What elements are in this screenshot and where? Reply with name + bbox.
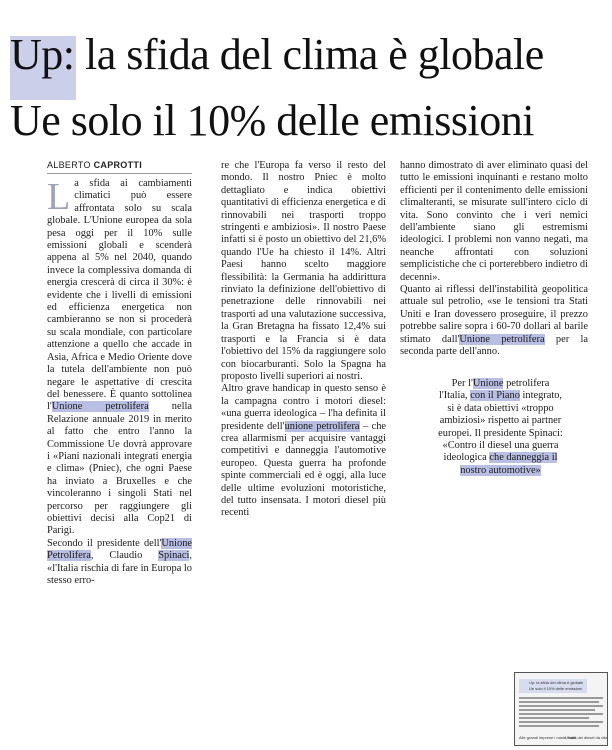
column-2-paragraph-1: re che l'Europa fa verso il resto del mondo. Il nostro Pniec è molto dettagliato e indica obiettivi quantitativi di efficienza energetica e di rinnovabili nei trasporti troppo stringenti e ambiziosi». Il nostro Paese infatti si è posto un obiettivo del 21,6% quando l'Ue ha chiesto il 14%. Altri Paesi hanno scelto maggiore flessibilità: la Germania ha addirittura rinviato la definizione dell'obiettivo di penetrazione delle rinnovabili nei trasporti ad una valutazione successiva, la Gran Bretagna ha fissato 12,4% sui trasporti e la Francia si è data l'obiettivo del 15% da raggiungere solo con biocarburanti. Solo la Spagna ha proposto livelli superiori ai nostri. bbox=[221, 160, 386, 382]
article-column-3 bbox=[400, 160, 588, 359]
headline-line-1 bbox=[10, 30, 544, 80]
byline bbox=[47, 160, 142, 170]
headline-line-2: Ue solo il 10% delle emissioni bbox=[10, 96, 534, 145]
column-1-paragraph-2 bbox=[47, 538, 192, 588]
text-run: , «l'Italia rischia di fare in Europa lo stesso erro- bbox=[47, 550, 192, 586]
dropcap: L bbox=[47, 176, 71, 218]
highlight-automotive: che danneggia il nostro automotive» bbox=[460, 452, 558, 476]
headline-prefix: Up: bbox=[10, 30, 75, 79]
highlight-con-il-piano: con il Piano bbox=[470, 390, 520, 402]
highlight-spinaci: Spinaci bbox=[158, 550, 190, 562]
column-1-paragraph-1 bbox=[47, 178, 192, 538]
highlight-unione-petrolifera: Unione petrolifera bbox=[459, 333, 545, 345]
thumbnail-text-line bbox=[519, 697, 603, 699]
article-column-2 bbox=[221, 160, 386, 520]
column-3-paragraph-1: hanno dimostrato di aver eliminato quasi del tutto le emissioni inquinanti e restano molto efficienti per il contenimento delle emissioni climalteranti, se misurate sull'intero ciclo di vita. Sono convinto che i veri nemici dell'ambiente siano gli estremismi ideologici. I problemi non vanno negati, ma neanche affrontati con soluzioni semplicistiche che ci porterebbero indietro di decenni». bbox=[400, 160, 588, 283]
text-run: , Claudio bbox=[90, 550, 159, 562]
text-run: Per l' bbox=[451, 378, 473, 389]
text-run: a sfida ai cambiamenti climatici può essere affrontata solo su scala globale. L'Unione europea da sola pesa oggi per il 10% sulle emissioni globali e scenderà appena al 5% nel 2040, quando invece la complessiva domanda di energia crescerà di circa il 30%: è evidente che i livelli di emissioni ed efficienza energetica non cambieranno se non si procederà su scala mondiale, con particolare attenzione a quello che accade in Asia, Africa e Medio Oriente dove la tutela dell'ambiente non può negare le aspettative di crescita del benessere. È quanto sottolinea l' bbox=[47, 178, 192, 413]
text-run: Secondo il presidente dell' bbox=[47, 537, 162, 549]
text-run: Quanto ai riflessi dell'instabilità geopolitica attuale sul petrolio, «se le tensioni tra Stati Uniti e Iran dovessero proseguire, il prezzo potrebbe salire sopra i 60-70 dollari al barile stimato dall' bbox=[400, 284, 588, 345]
highlight-unione: Unione bbox=[472, 378, 504, 389]
thumbnail-text-line bbox=[519, 725, 599, 727]
byline-last-name: CAPROTTI bbox=[93, 160, 143, 170]
highlight-unione-petrolifera: unione petrolifera bbox=[284, 420, 360, 432]
byline-first-name: ALBERTO bbox=[47, 160, 91, 170]
thumbnail-text-line bbox=[519, 701, 599, 703]
text-run: nella Relazione annuale 2019 in merito al fatto che entro l'anno la Commissione Ue dovrà approvare i «Piani nazionali integrati energia e clima» (Pniec), che ogni Paese ha inviato a Bruxelles e che vincoleranno i singoli Stati nel percorso per raggiungere gli obiettivi decisi alla Cop21 di Parigi. bbox=[47, 401, 192, 537]
text-run: – che crea allarmismi per acquisire vantaggi competitivi e danneggia l'automotive europeo. Questa guerra ha profonde spinte commerciali ed è oggi, alla luce delle ultime evoluzioni motoristiche, del tutto insensata. I motori diesel più recenti bbox=[221, 420, 386, 519]
text-run: per la seconda parte dell'anno. bbox=[400, 333, 588, 358]
pull-quote bbox=[438, 378, 563, 477]
thumbnail-text-line bbox=[519, 721, 603, 723]
column-2-paragraph-2 bbox=[221, 383, 386, 519]
thumbnail-bottom-left: Alle grandi imprese i nostri fondi bbox=[519, 735, 576, 740]
thumbnail-headline-2: Ue solo il 10% delle emissioni bbox=[529, 686, 582, 691]
thumbnail-text-line bbox=[519, 717, 589, 719]
text-run: petrolifera l'Italia, bbox=[438, 378, 550, 402]
thumbnail-bottom-right: L'Italia dei diesel dà vita bbox=[565, 735, 608, 740]
thumbnail-text-line bbox=[519, 713, 603, 715]
highlight-unione-petrolifera: Unione petrolifera bbox=[51, 401, 149, 413]
thumbnail-text-line bbox=[519, 709, 595, 711]
thumbnail-text-line bbox=[519, 705, 603, 707]
column-3-paragraph-2 bbox=[400, 284, 588, 358]
article-column-1 bbox=[47, 178, 192, 587]
text-run: Altro grave handicap in questo senso è la campagna contro i motori diesel: «una guerra ideologica – l'ha definita il presidente dell' bbox=[221, 383, 386, 432]
thumbnail-headline-1: Up: la sfida del clima è globale bbox=[529, 680, 584, 685]
text-run: integrato, si è data obiettivi «troppo ambiziosi» rispetto ai partner europei. Il presidente Spinaci: «Contro il diesel una guerra ideologica bbox=[438, 390, 563, 464]
page-thumbnail[interactable] bbox=[514, 672, 608, 746]
headline-line-1-rest: la sfida del clima è globale bbox=[74, 30, 544, 79]
byline-rule bbox=[47, 173, 192, 174]
highlight-unione-petrolifera: Unione Petrolifera bbox=[47, 537, 192, 562]
